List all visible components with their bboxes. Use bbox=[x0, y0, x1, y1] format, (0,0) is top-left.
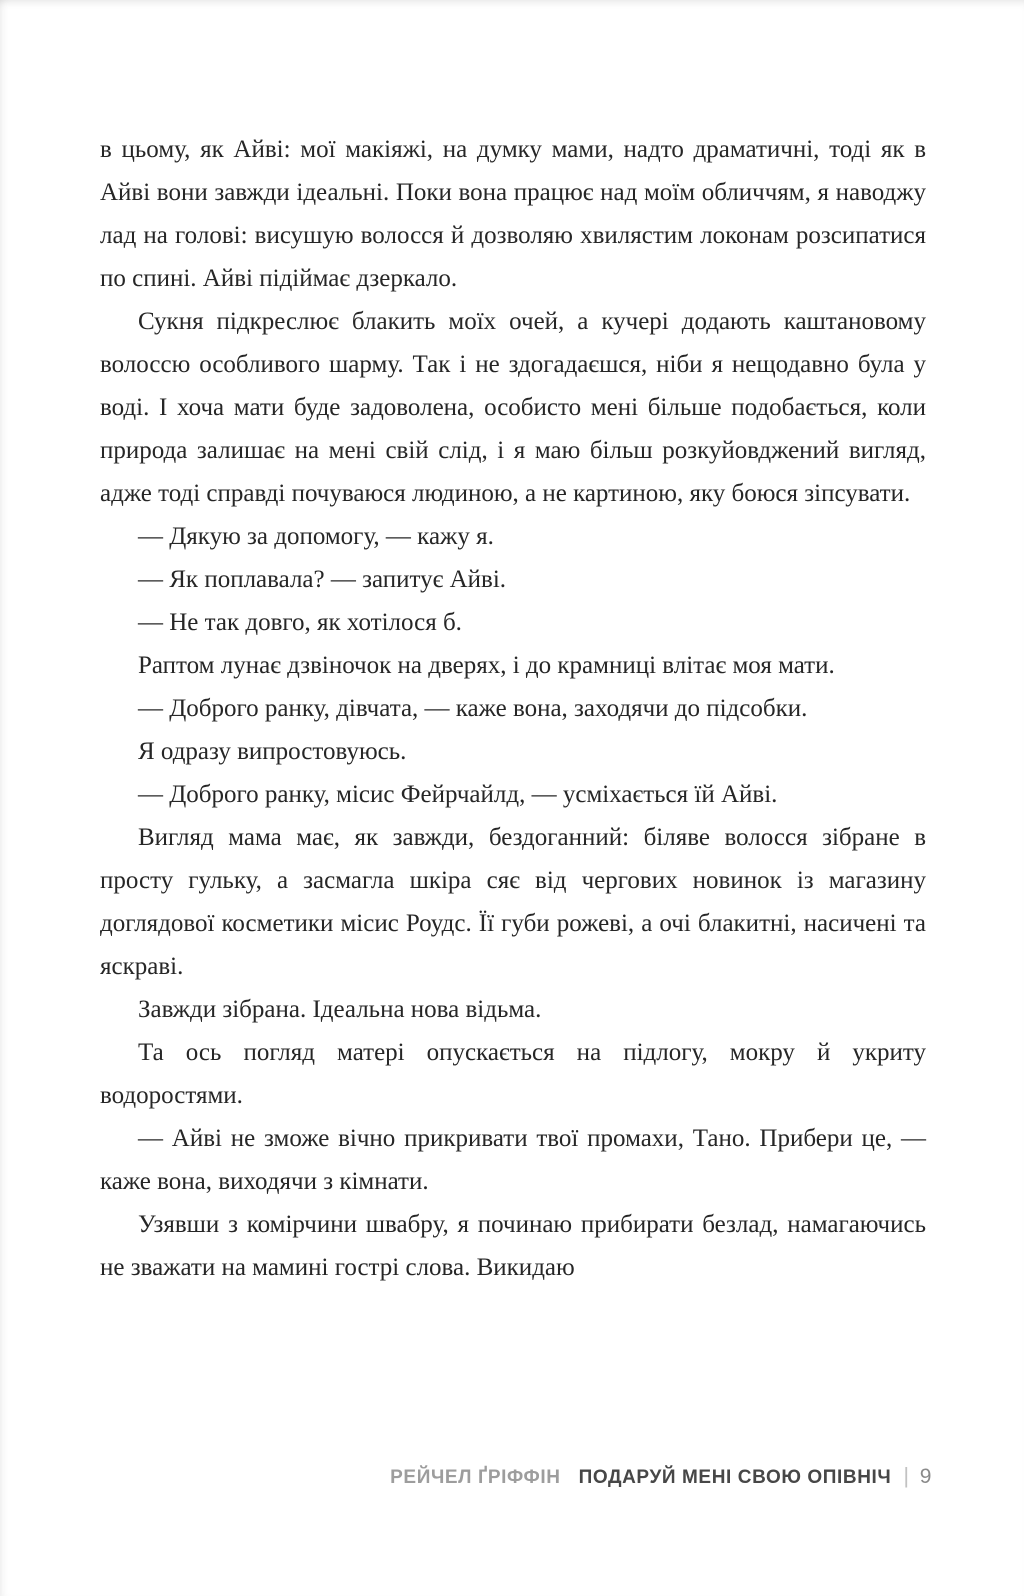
paragraph: — Доброго ранку, дівчата, — каже вона, заходячи до підсобки. bbox=[138, 695, 808, 722]
footer-author: РЕЙЧЕЛ ҐРІФФІН bbox=[390, 1467, 561, 1488]
paragraph: — Дякую за допомогу, — кажу я. bbox=[138, 523, 494, 550]
page-footer bbox=[390, 1463, 932, 1489]
paragraph: — Айві не зможе вічно прикривати твої промахи, Тано. Прибери це, — каже вона, виходячи з кімнати. bbox=[100, 1125, 926, 1195]
paragraph: Та ось погляд матері опускається на підлогу, мокру й укриту водоростями. bbox=[100, 1039, 926, 1109]
paragraph: — Не так довго, як хотілося б. bbox=[138, 609, 462, 636]
paragraph: — Як поплавала? — запитує Айві. bbox=[138, 566, 507, 593]
footer-book-title: ПОДАРУЙ МЕНІ СВОЮ ОПІВНІЧ bbox=[578, 1467, 892, 1488]
paragraph: Вигляд мама має, як завжди, бездоганний: біляве волосся зібране в просту гульку, а засмагла шкіра сяє від чергових новинок із магазину доглядової косметики місис Роудс. Її губи рожеві, а очі блакитні, насичені та яскраві. bbox=[100, 824, 926, 980]
paragraph: Сукня підкреслює блакить моїх очей, а кучері додають каштановому волоссю особливого шарму. Так і не здогадаєшся, ніби я нещодавно була у воді. І хоча мати буде задоволена, особисто мені більше подобається, коли природа залишає на мені свій слід, і я маю більш розкуйовджений вигляд, адже тоді справді почуваюся людиною, а не картиною, яку боюся зіпсувати. bbox=[100, 308, 926, 507]
paragraph: Завжди зібрана. Ідеальна нова відьма. bbox=[138, 996, 542, 1023]
page-text bbox=[100, 128, 926, 1289]
footer-separator: | bbox=[903, 1463, 910, 1488]
page-number: 9 bbox=[919, 1465, 932, 1488]
paragraph: — Доброго ранку, місис Фейрчайлд, — усміхається їй Айві. bbox=[138, 781, 778, 808]
paragraph: Раптом лунає дзвіночок на дверях, і до крамниці влітає моя мати. bbox=[138, 652, 835, 679]
paragraph: Узявши з комірчини швабру, я починаю прибирати безлад, намагаючись не зважати на мамині гострі слова. Викидаю bbox=[100, 1211, 926, 1281]
paragraph: в цьому, як Айві: мої макіяжі, на думку мами, надто драматичні, тоді як в Айві вони завжди ідеальні. Поки вона працює над моїм обличчям, я наводжу лад на голові: висушую волосся й дозволяю хвилястим локонам розсипатися по спині. Айві підіймає дзеркало. bbox=[100, 136, 926, 292]
paragraph: Я одразу випростовуюсь. bbox=[138, 738, 407, 765]
